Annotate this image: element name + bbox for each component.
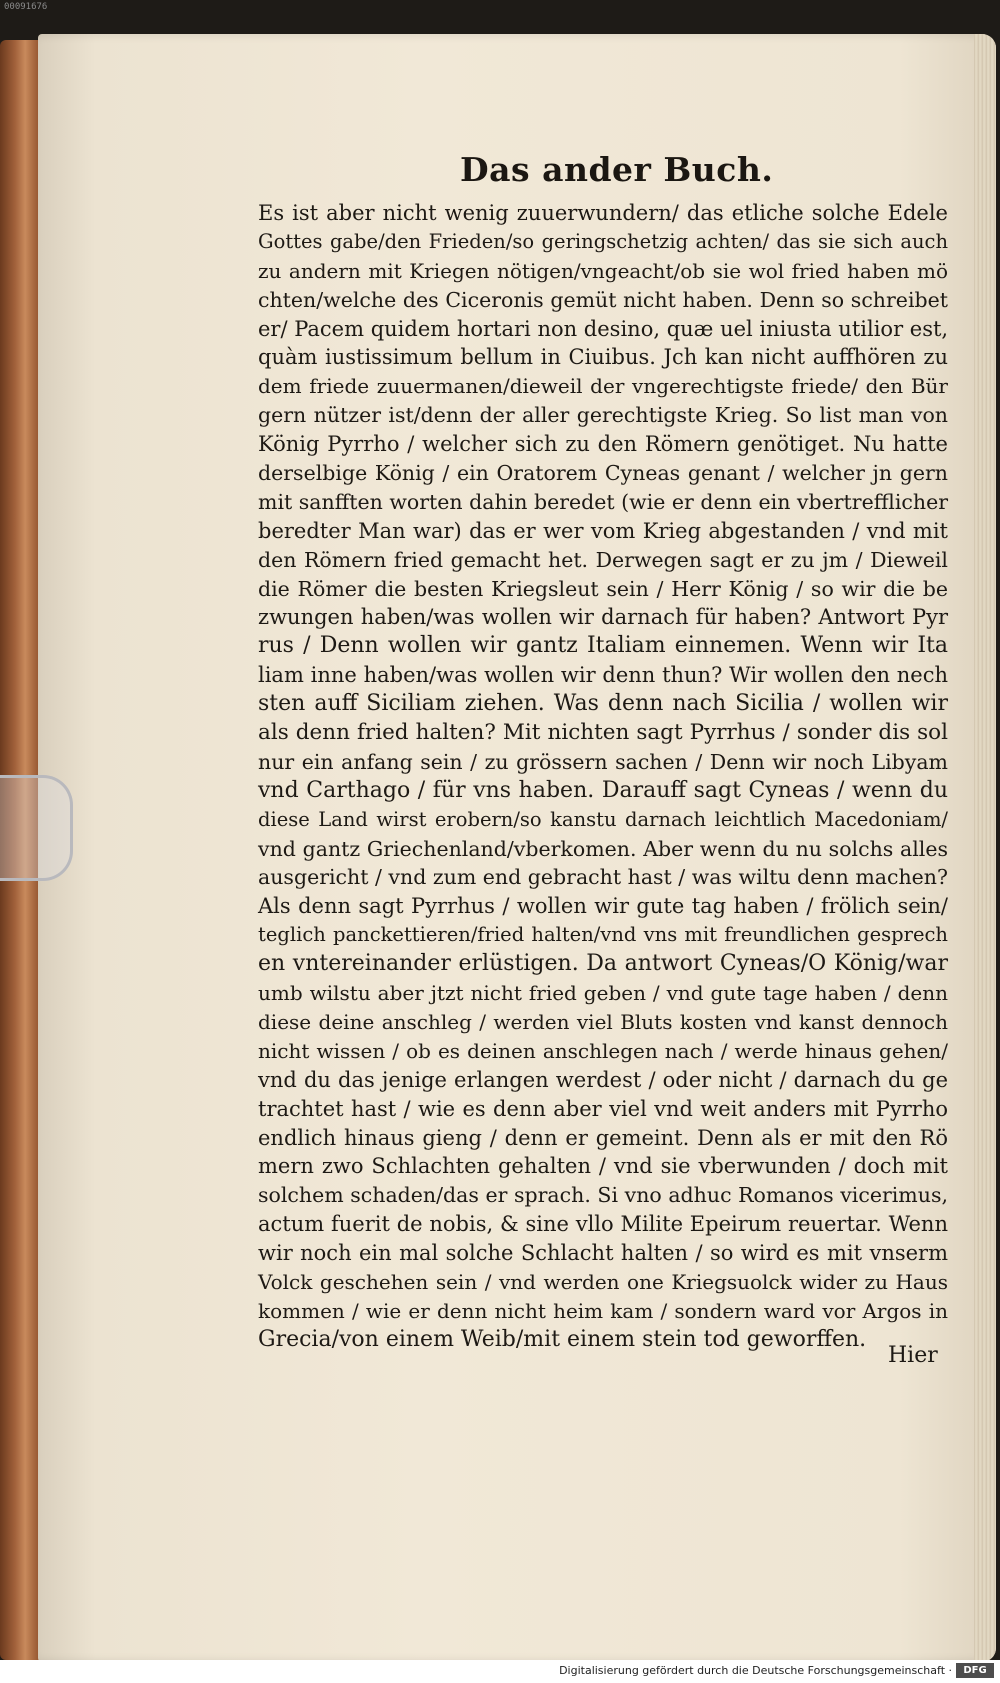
- catchword: Hier: [888, 1343, 938, 1368]
- text-line: derselbige König / ein Oratorem Cyneas genant / welcher jn gern: [258, 461, 948, 486]
- text-line: en vntereinander erlüstigen. Da antwort Cyneas/O König/war: [258, 951, 948, 977]
- text-line: umb wilstu aber jtzt nicht fried geben / vnd gute tage haben / denn: [258, 981, 948, 1006]
- text-line: sten auff Siciliam ziehen. Was denn nach Sicilia / wollen wir: [258, 691, 948, 717]
- text-line: wir noch ein mal solche Schlacht halten / so wird es mit vnserm: [258, 1241, 948, 1266]
- text-line: actum fuerit de nobis, & sine vllo Milite Epeirum reuertar. Wenn: [258, 1212, 948, 1237]
- text-line: Als denn sagt Pyrrhus / wollen wir gute tag haben / frölich sein/: [258, 894, 948, 919]
- text-line: vnd Carthago / für vns haben. Darauff sagt Cyneas / wenn du: [258, 777, 948, 803]
- text-line: er/ Pacem quidem hortari non desino, quæ uel iniusta utilior est,: [258, 316, 949, 341]
- text-line: den Römern fried gemacht het. Derwegen sagt er zu jm / Dieweil: [258, 547, 948, 572]
- text-line: Es ist aber nicht wenig zuuerwundern/ das etliche solche Edele: [258, 201, 948, 225]
- text-line: chten/welche des Ciceronis gemüt nicht haben. Denn so schreibet: [258, 287, 948, 312]
- text-line: endlich hinaus gieng / denn er gemeint. Denn als er mit den Rö: [258, 1125, 948, 1150]
- text-line: zwungen haben/was wollen wir darnach für haben? Antwort Pyr: [258, 605, 948, 630]
- text-line: beredter Man war) das er wer vom Krieg abgestanden / vnd mit: [258, 518, 948, 543]
- text-line: König Pyrrho / welcher sich zu den Römern genötiget. Nu hatte: [258, 432, 948, 457]
- text-line: als denn fried halten? Mit nichten sagt Pyrrhus / sonder dis sol: [258, 720, 948, 746]
- text-line: vnd gantz Griechenland/vberkomen. Aber wenn du nu solchs alles: [258, 836, 948, 861]
- scan-id-label: 00091676: [4, 2, 48, 12]
- text-line: teglich panckettieren/fried halten/vnd vns mit freundlichen gesprech: [258, 923, 948, 947]
- page-edge: [974, 34, 996, 1662]
- text-line: gern nützer ist/denn der aller gerechtigste Krieg. So list man von: [258, 403, 948, 428]
- text-line: ausgericht / vnd zum end gebracht hast / was wiltu denn machen?: [258, 865, 949, 890]
- text-line: liam inne haben/was wollen wir denn thun? Wir wollen den nech: [258, 663, 948, 688]
- text-line: mit sanfften worten dahin beredet (wie er denn ein vbertrefflicher: [258, 489, 949, 514]
- text-line: diese deine anschleg / werden viel Bluts kosten vnd kanst dennoch: [258, 1009, 948, 1034]
- body-text: [258, 199, 948, 1355]
- text-line: quàm iustissimum bellum in Ciuibus. Jch kan nicht auffhören zu: [258, 345, 948, 370]
- footer-bar: [0, 1660, 1000, 1683]
- text-line: nicht wissen / ob es deinen anschlegen nach / werde hinaus gehen/: [258, 1038, 948, 1063]
- text-line: Gottes gabe/den Frieden/so geringschetzig achten/ das sie sich auch: [258, 229, 948, 253]
- text-line: mern zwo Schlachten gehalten / vnd sie vberwunden / doch mit: [258, 1154, 948, 1179]
- text-line: Volck geschehen sein / vnd werden one Kriegsuolck wider zu Haus: [258, 1269, 948, 1294]
- text-line: dem friede zuuermanen/dieweil der vngerechtigste friede/ den Bür: [258, 374, 948, 399]
- paper-clip-icon: [0, 775, 73, 881]
- dfg-logo: DFG: [956, 1663, 994, 1678]
- text-line: kommen / wie er denn nicht heim kam / sondern ward vor Argos in: [258, 1298, 948, 1323]
- text-line: Grecia/von einem Weib/mit einem stein tod geworffen.: [258, 1326, 867, 1352]
- text-line: die Römer die besten Kriegsleut sein / Herr König / so wir die be: [258, 576, 948, 601]
- text-line: trachtet hast / wie es denn aber viel vnd weit anders mit Pyrrho: [258, 1096, 948, 1121]
- text-line: diese Land wirst erobern/so kanstu darnach leichtlich Macedoniam/: [258, 807, 948, 831]
- text-line: nur ein anfang sein / zu grössern sachen / Denn wir noch Libyam: [258, 749, 948, 774]
- text-line: vnd du das jenige erlangen werdest / oder nicht / darnach du ge: [258, 1067, 948, 1092]
- text-line: solchem schaden/das er sprach. Si vno adhuc Romanos vicerimus,: [258, 1183, 948, 1208]
- running-heading: Das ander Buch.: [460, 150, 774, 189]
- text-line: zu andern mit Kriegen nötigen/vngeacht/ob sie wol fried haben mö: [258, 258, 948, 283]
- footer-credit: Digitalisierung gefördert durch die Deutsche Forschungsgemeinschaft ·: [559, 1664, 952, 1677]
- text-line: rus / Denn wollen wir gantz Italiam einnemen. Wenn wir Ita: [258, 633, 948, 659]
